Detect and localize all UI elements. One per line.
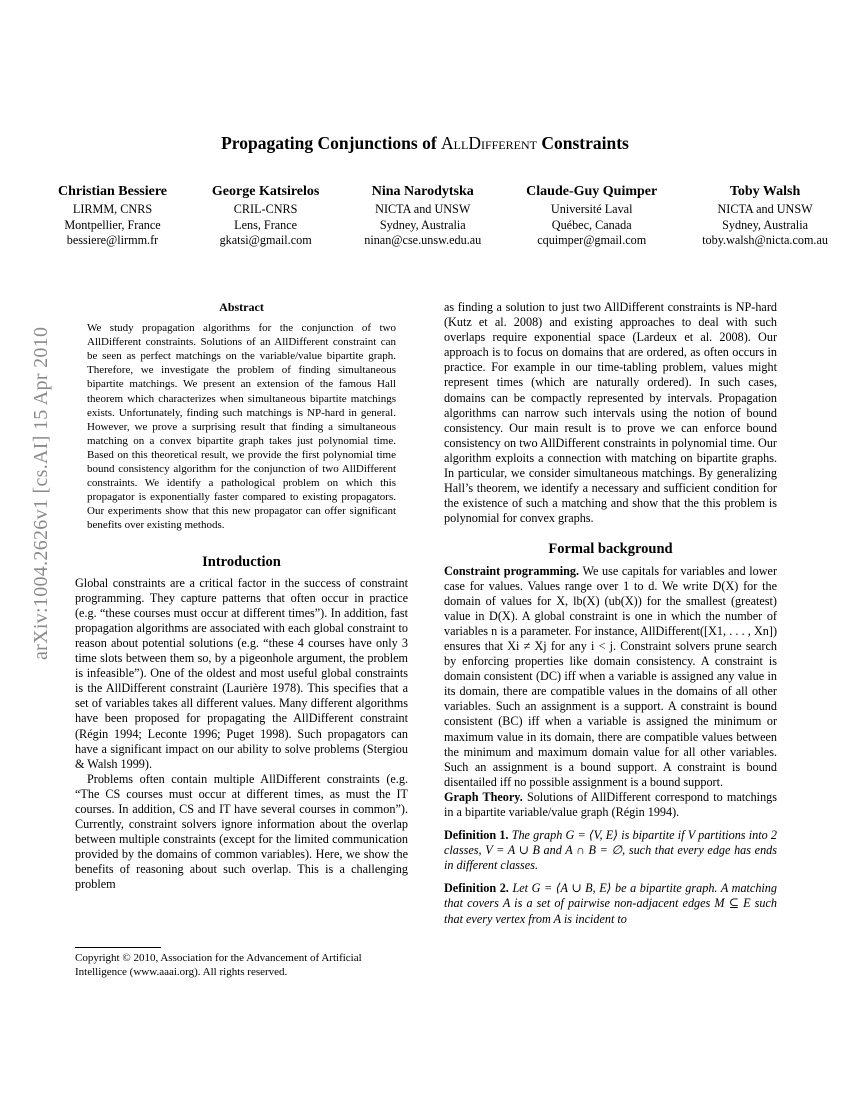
author-affiliation: NICTA and UNSW bbox=[375, 202, 471, 216]
abstract-heading: Abstract bbox=[219, 300, 264, 314]
author bbox=[526, 183, 657, 249]
copyright-footnote bbox=[75, 947, 408, 979]
constraint-programming-head: Constraint programming. bbox=[444, 563, 580, 578]
constraint-programming-text: We use capitals for variables and lower case for values. Values range over 1 to d. We write D(X) for the domain of values for X, lb(X) (ub(X)) for the smallest (greatest) value in D(X). A global constraint is one in which the number of variables n is a parameter. For instance, AllDifferent([X1, . . . , Xn]) ensures that Xi ≠ Xj for any i < j. Constraint solvers prune search by enforcing properties like domain consistency. A constraint is domain consistent (DC) iff when a variable is assigned any value in its domain, there are compatible values in the domains of all other variables. Such an assignment is a support. A constraint is bound consistent (BC) iff when a variable is assigned the minimum or maximum value in its domain, there are compatible values between the minimum and maximum domain value for all other variables. Such an assignment is a bound support. A constraint is bound disentailed iff no possible assignment is a bound support. bbox=[444, 563, 778, 789]
author-name: Toby Walsh bbox=[729, 184, 801, 199]
author-location: Montpellier, France bbox=[64, 217, 161, 232]
author bbox=[212, 183, 319, 249]
constraint-programming-paragraph bbox=[444, 564, 777, 790]
left-column bbox=[75, 300, 408, 893]
graph-theory-head: Graph Theory. bbox=[444, 789, 523, 804]
author-affiliation: NICTA and UNSW bbox=[717, 202, 813, 216]
paper-title bbox=[0, 133, 850, 154]
definition-1-head: Definition 1. bbox=[444, 828, 509, 843]
definition-2 bbox=[444, 881, 777, 926]
introduction-paragraph-2: Problems often contain multiple AllDifferent constraints (e.g. “The CS courses must occur at different times, as must the IT courses. In addition, CS and IT have several courses in common”). Currently, constraint solvers ignore information about the overlap between multiple constraints (except for the limited communication provided by the domains of common variables). Here, we show the benefits of reasoning about such overlap. This is a challenging problem bbox=[75, 771, 408, 892]
author-affiliation: Université Laval bbox=[550, 202, 633, 216]
author-email: ninan@cse.unsw.edu.au bbox=[364, 233, 482, 247]
author-name: Christian Bessiere bbox=[58, 184, 168, 199]
title-pre: Propagating Conjunctions of bbox=[221, 133, 442, 153]
title-smallcaps: AllDifferent bbox=[441, 133, 537, 153]
graph-theory-paragraph bbox=[444, 790, 777, 820]
author-email: gkatsi@gmail.com bbox=[219, 233, 312, 247]
introduction-heading: Introduction bbox=[202, 553, 281, 570]
formal-background-heading: Formal background bbox=[548, 541, 673, 558]
author-location: Sydney, Australia bbox=[722, 217, 808, 232]
author-email: cquimper@gmail.com bbox=[537, 233, 647, 247]
footnote-rule bbox=[75, 947, 161, 948]
right-column bbox=[444, 300, 777, 927]
author bbox=[702, 183, 828, 249]
definition-2-text: Let G = ⟨A ∪ B, E⟩ be a bipartite graph. A matching that covers A is a set of pairwise non-adjacent edges M ⊆ E such that every vertex from A is incident to bbox=[444, 881, 777, 926]
arxiv-stamp: arXiv:1004.2626v1 [cs.AI] 15 Apr 2010 bbox=[30, 326, 52, 660]
author-email: bessiere@lirmm.fr bbox=[66, 233, 159, 247]
author-email: toby.walsh@nicta.com.au bbox=[702, 233, 828, 247]
author-name: Claude-Guy Quimper bbox=[526, 184, 658, 199]
author-affiliation: LIRMM, CNRS bbox=[72, 202, 153, 216]
author-location: Lens, France bbox=[234, 217, 298, 232]
author-location: Québec, Canada bbox=[551, 217, 632, 232]
definition-1-text: The graph G = ⟨V, E⟩ is bipartite if V partitions into 2 classes, V = A ∪ B and A ∩ B = ∅, such that every edge has ends in different classes. bbox=[444, 828, 777, 873]
introduction-paragraph-3: as finding a solution to just two AllDifferent constraints is NP-hard (Kutz et al. 2008) and existing approaches to deal with such overlaps require exponential space (Lardeux et al. 2008). Our approach is to focus on domains that are ordered, as often occurs in practice. For example in our time-tabling problem, values might represent times (which are naturally ordered). In such cases, domains can be compactly represented by intervals. Propagation algorithms can narrow such intervals using the notion of bound consistency. Our main result is to prove we can enforce bound consistency on two AllDifferent constraints in polynomial time. Our algorithm exploits a connection with matching on bipartite graphs. In particular, we consider simultaneous matchings. By generalizing Hall’s theorem, we identify a necessary and sufficient condition for the existence of such a matching and show that the this problem is polynomial for convex graphs. bbox=[444, 300, 777, 526]
author bbox=[364, 183, 481, 249]
title-post: Constraints bbox=[536, 133, 629, 153]
definition-2-head: Definition 2. bbox=[444, 881, 509, 896]
definition-1 bbox=[444, 828, 777, 873]
graph-theory-text: Solutions of AllDifferent correspond to matchings in a bipartite variable/value graph (Régin 1994). bbox=[444, 789, 778, 819]
author-block bbox=[58, 183, 828, 249]
abstract-text: We study propagation algorithms for the conjunction of two AllDifferent constraints. Solutions of an AllDifferent constraint can be seen as perfect matchings on the variable/value bipartite graph. Therefore, we investigate the problem of finding simultaneous bipartite matchings. We present an extension of the famous Hall theorem which characterizes when simultaneous bipartite matchings exists. Unfortunately, finding such matchings is NP-hard in general. However, we prove a surprising result that finding a simultaneous matching on a convex bipartite graph takes just polynomial time. Based on this theoretical result, we provide the first polynomial time bound consistency algorithm for the conjunction of two AllDifferent constraints. We identify a pathological problem on which this propagator is exponentially faster compared to existing propagators. Our experiments show that this new propagator can offer significant benefits over existing methods. bbox=[87, 322, 396, 532]
introduction-paragraph-1: Global constraints are a critical factor in the success of constraint programming. They capture patterns that often occur in practice (e.g. “these courses must occur at different times”). In addition, fast propagation algorithms are associated with each global constraint to reason about potential solutions (e.g. “these 4 courses have only 3 time slots between them so, by a pigeonhole argument, the problem is infeasible”). One of the oldest and most useful global constraints is the AllDifferent constraint (Laurière 1978). This specifies that a set of variables takes all different values. Many different algorithms have been proposed for propagating the AllDifferent constraint (Régin 1994; Leconte 1996; Puget 1998). Such propagators can have a significant impact on our ability to solve problems (Stergiou & Walsh 1999). bbox=[75, 575, 408, 771]
author bbox=[58, 183, 167, 249]
author-location: Sydney, Australia bbox=[379, 217, 466, 232]
author-name: Nina Narodytska bbox=[371, 184, 474, 199]
author-affiliation: CRIL-CNRS bbox=[233, 202, 298, 216]
copyright-text: Copyright © 2010, Association for the Advancement of Artificial Intelligence (www.aaai.org). All rights reserved. bbox=[75, 952, 362, 978]
author-name: George Katsirelos bbox=[211, 184, 320, 199]
